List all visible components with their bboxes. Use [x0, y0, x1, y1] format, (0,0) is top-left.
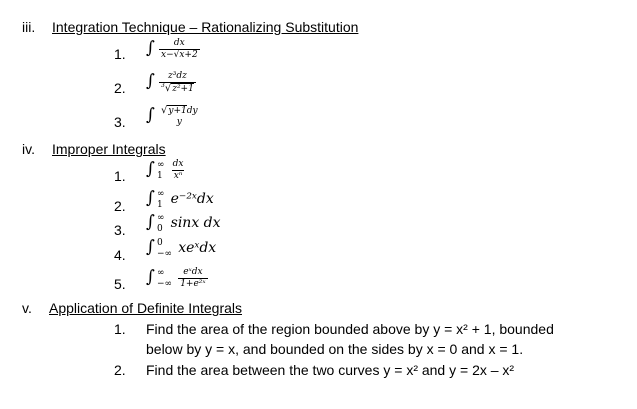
- item-iv-3-expression: [146, 212, 221, 234]
- integral-limits: [157, 214, 165, 234]
- radical-sign-icon: √: [161, 105, 168, 116]
- section-v-title: Application of Definite Integrals: [49, 300, 242, 316]
- item-iii-1-expression: [146, 38, 200, 60]
- section-iii-title: Integration Technique – Rationalizing Substitution: [52, 19, 359, 35]
- integral-sign: ∫: [146, 105, 155, 125]
- fraction: [159, 106, 200, 127]
- item-iv-5-expression: [146, 267, 208, 289]
- integrand: xeˣdx: [178, 240, 217, 256]
- radicand: y+1: [168, 106, 187, 116]
- integral-limits: [157, 269, 172, 289]
- item-iv-2-expression: [146, 188, 214, 210]
- item-iv-3-number: 3.: [114, 222, 126, 238]
- fraction: [159, 39, 200, 60]
- item-iii-3-number: 3.: [114, 114, 126, 130]
- integral-limits: [157, 190, 165, 210]
- item-iv-2-number: 2.: [114, 198, 126, 214]
- integral-sign: ∫: [146, 237, 155, 257]
- integrand: e⁻²ˣdx: [170, 191, 214, 207]
- item-iv-4-expression: [146, 237, 216, 259]
- radicand: z²+1: [172, 83, 194, 94]
- section-iv-number: iv.: [22, 141, 35, 157]
- numerator: z³dz: [167, 70, 187, 81]
- item-iii-2-number: 2.: [114, 80, 126, 96]
- upper-limit: ∞: [157, 188, 165, 199]
- numerator: dx: [172, 159, 184, 169]
- denominator: xⁿ: [173, 171, 183, 181]
- lower-limit: −∞: [157, 278, 173, 289]
- lower-limit: 1: [157, 199, 163, 210]
- fraction: [178, 268, 207, 289]
- item-iii-2-expression: [146, 71, 196, 94]
- item-iv-4-number: 4.: [114, 247, 126, 263]
- item-v-1-line2: below by y = x, and bounded on the sides by x = 0 and x = 1.: [146, 341, 524, 357]
- denominator: [159, 82, 196, 94]
- integral-limits: [157, 161, 165, 181]
- item-v-1-number: 1.: [114, 321, 126, 337]
- fraction: [171, 160, 186, 181]
- integral-limits: [157, 239, 172, 259]
- integral-sign: ∫: [146, 188, 155, 208]
- item-iv-1-expression: [146, 159, 185, 181]
- section-iv-title: Improper Integrals: [52, 141, 166, 157]
- upper-limit: ∞: [157, 267, 165, 278]
- denominator: 1+e²ˣ: [180, 279, 206, 289]
- item-iv-1-number: 1.: [114, 168, 126, 184]
- lower-limit: −∞: [157, 248, 173, 259]
- item-v-1-line1: Find the area of the region bounded above by y = x² + 1, bounded: [146, 321, 554, 337]
- numerator: [159, 106, 200, 117]
- section-v-number: v.: [22, 300, 32, 316]
- integral-sign: ∫: [146, 38, 155, 58]
- item-iv-5-number: 5.: [114, 276, 126, 292]
- integrand: sinx dx: [170, 215, 221, 231]
- item-iii-3-expression: [146, 105, 200, 127]
- denominator: x−√x+2: [161, 50, 198, 60]
- item-v-2-number: 2.: [114, 362, 126, 378]
- integral-sign: ∫: [146, 159, 155, 179]
- numerator: eˣdx: [183, 267, 203, 277]
- upper-limit: ∞: [157, 159, 165, 170]
- lower-limit: 1: [157, 170, 163, 181]
- numerator-tail: dy: [186, 106, 198, 116]
- fraction: [159, 72, 196, 94]
- radical-sign-icon: √: [164, 82, 172, 94]
- item-iii-1-number: 1.: [114, 46, 126, 62]
- radical-index: 3: [161, 81, 165, 89]
- integral-sign: ∫: [146, 71, 155, 91]
- item-v-2-line1: Find the area between the two curves y = x² and y = 2x – x²: [146, 362, 515, 378]
- integral-sign: ∫: [146, 212, 155, 232]
- numerator: dx: [173, 38, 185, 48]
- integral-sign: ∫: [146, 267, 155, 287]
- lower-limit: 0: [157, 223, 163, 234]
- upper-limit: 0: [157, 237, 163, 248]
- denominator: y: [176, 117, 182, 127]
- upper-limit: ∞: [157, 212, 165, 223]
- section-iii-number: iii.: [22, 19, 36, 35]
